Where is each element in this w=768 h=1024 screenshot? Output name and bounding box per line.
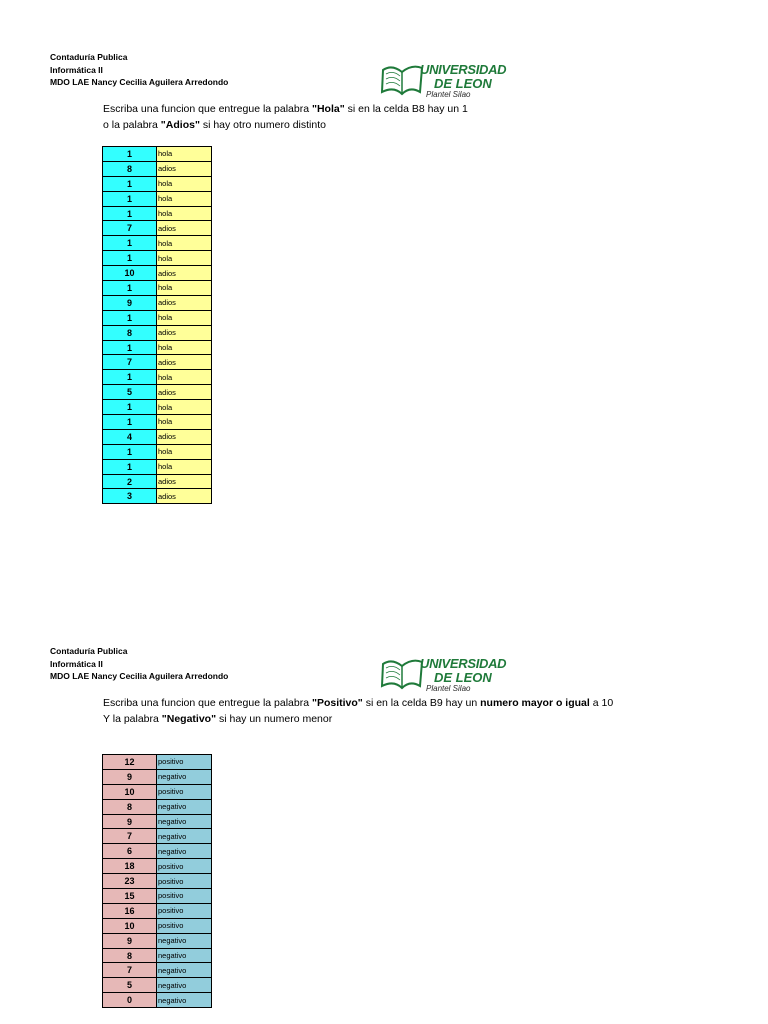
- number-cell[interactable]: 8: [103, 948, 157, 963]
- number-cell[interactable]: 1: [103, 206, 157, 221]
- result-cell[interactable]: hola: [157, 147, 212, 162]
- number-cell[interactable]: 1: [103, 147, 157, 162]
- number-cell[interactable]: 16: [103, 903, 157, 918]
- number-cell[interactable]: 18: [103, 859, 157, 874]
- result-cell[interactable]: hola: [157, 206, 212, 221]
- table-row: [103, 221, 212, 236]
- result-cell[interactable]: negativo: [157, 829, 212, 844]
- result-cell[interactable]: negativo: [157, 844, 212, 859]
- number-cell[interactable]: 15: [103, 889, 157, 904]
- number-cell[interactable]: 6: [103, 844, 157, 859]
- result-cell[interactable]: hola: [157, 340, 212, 355]
- result-cell[interactable]: adios: [157, 161, 212, 176]
- number-cell[interactable]: 4: [103, 429, 157, 444]
- result-cell[interactable]: hola: [157, 251, 212, 266]
- table-row: [103, 295, 212, 310]
- instruction-line-2: Y la palabra "Negativo" si hay un numero menor: [103, 713, 333, 725]
- table-row: [103, 948, 212, 963]
- spreadsheet-table-hola-adios: [102, 146, 212, 504]
- table-row: [103, 429, 212, 444]
- number-cell[interactable]: 1: [103, 444, 157, 459]
- table-row: [103, 161, 212, 176]
- number-cell[interactable]: 12: [103, 755, 157, 770]
- table-row: [103, 874, 212, 889]
- number-cell[interactable]: 9: [103, 933, 157, 948]
- number-cell[interactable]: 7: [103, 963, 157, 978]
- result-cell[interactable]: negativo: [157, 799, 212, 814]
- table-row: [103, 340, 212, 355]
- result-cell[interactable]: positivo: [157, 755, 212, 770]
- logo-line-1: UNIVERSIDAD: [420, 656, 507, 671]
- logo-line-3: Plantel Silao: [426, 684, 471, 693]
- teacher-name: MDO LAE Nancy Cecilia Aguilera Arredondo: [50, 77, 229, 87]
- university-logo: [380, 62, 507, 102]
- result-cell[interactable]: hola: [157, 400, 212, 415]
- number-cell[interactable]: 7: [103, 355, 157, 370]
- instruction-line-1: Escriba una funcion que entregue la palabra "Positivo" si en la celda B9 hay un numero mayor o igual a 10: [103, 697, 614, 709]
- result-cell[interactable]: adios: [157, 221, 212, 236]
- result-cell[interactable]: hola: [157, 176, 212, 191]
- result-cell[interactable]: negativo: [157, 769, 212, 784]
- number-cell[interactable]: 10: [103, 918, 157, 933]
- result-cell[interactable]: positivo: [157, 918, 212, 933]
- table-row: [103, 206, 212, 221]
- table-row: [103, 310, 212, 325]
- result-cell[interactable]: hola: [157, 370, 212, 385]
- number-cell[interactable]: 1: [103, 370, 157, 385]
- number-cell[interactable]: 1: [103, 340, 157, 355]
- table-row: [103, 415, 212, 430]
- number-cell[interactable]: 7: [103, 221, 157, 236]
- table-row: [103, 325, 212, 340]
- number-cell[interactable]: 9: [103, 295, 157, 310]
- logo-line-2: DE LEON: [434, 670, 492, 685]
- number-cell[interactable]: 0: [103, 993, 157, 1008]
- table-row: [103, 489, 212, 504]
- number-cell[interactable]: 5: [103, 385, 157, 400]
- course-name: Contaduría Publica: [50, 646, 128, 656]
- logo-line-1: UNIVERSIDAD: [420, 62, 507, 77]
- table-row: [103, 859, 212, 874]
- result-cell[interactable]: hola: [157, 444, 212, 459]
- result-cell[interactable]: adios: [157, 474, 212, 489]
- number-cell[interactable]: 1: [103, 310, 157, 325]
- result-cell[interactable]: adios: [157, 355, 212, 370]
- table-row: [103, 370, 212, 385]
- result-cell[interactable]: negativo: [157, 933, 212, 948]
- table-row: [103, 889, 212, 904]
- number-cell[interactable]: 8: [103, 325, 157, 340]
- logo-line-3: Plantel Silao: [426, 90, 471, 99]
- number-cell[interactable]: 1: [103, 236, 157, 251]
- result-cell[interactable]: adios: [157, 266, 212, 281]
- table-row: [103, 459, 212, 474]
- result-cell[interactable]: negativo: [157, 814, 212, 829]
- table-row: [103, 281, 212, 296]
- table-row: [103, 474, 212, 489]
- number-cell[interactable]: 1: [103, 176, 157, 191]
- result-cell[interactable]: positivo: [157, 859, 212, 874]
- number-cell[interactable]: 9: [103, 814, 157, 829]
- header-block: [50, 645, 228, 683]
- table-row: [103, 799, 212, 814]
- result-cell[interactable]: positivo: [157, 889, 212, 904]
- result-cell[interactable]: negativo: [157, 993, 212, 1008]
- table-row: [103, 444, 212, 459]
- table-row: [103, 385, 212, 400]
- table-row: [103, 784, 212, 799]
- instruction-line-1: Escriba una funcion que entregue la palabra "Hola" si en la celda B8 hay un 1: [103, 103, 468, 115]
- result-cell[interactable]: adios: [157, 325, 212, 340]
- table-row: [103, 844, 212, 859]
- table-row: [103, 147, 212, 162]
- result-cell[interactable]: positivo: [157, 874, 212, 889]
- table-row: [103, 355, 212, 370]
- result-cell[interactable]: hola: [157, 191, 212, 206]
- table-row: [103, 176, 212, 191]
- result-cell[interactable]: adios: [157, 295, 212, 310]
- result-cell[interactable]: negativo: [157, 978, 212, 993]
- result-cell[interactable]: adios: [157, 429, 212, 444]
- number-cell[interactable]: 3: [103, 489, 157, 504]
- result-cell[interactable]: positivo: [157, 784, 212, 799]
- number-cell[interactable]: 23: [103, 874, 157, 889]
- logo-line-2: DE LEON: [434, 76, 492, 91]
- number-cell[interactable]: 8: [103, 799, 157, 814]
- instruction-text: [103, 101, 468, 133]
- table-row: [103, 755, 212, 770]
- number-cell[interactable]: 7: [103, 829, 157, 844]
- number-cell[interactable]: 2: [103, 474, 157, 489]
- result-cell[interactable]: adios: [157, 489, 212, 504]
- header-block: [50, 51, 228, 89]
- spreadsheet-table-positivo-negativo: [102, 754, 212, 1008]
- number-cell[interactable]: 10: [103, 784, 157, 799]
- number-cell[interactable]: 5: [103, 978, 157, 993]
- teacher-name: MDO LAE Nancy Cecilia Aguilera Arredondo: [50, 671, 229, 681]
- number-cell[interactable]: 1: [103, 281, 157, 296]
- table-row: [103, 918, 212, 933]
- table-row: [103, 814, 212, 829]
- subject-name: Informática II: [50, 64, 103, 75]
- table-row: [103, 251, 212, 266]
- number-cell[interactable]: 1: [103, 400, 157, 415]
- number-cell[interactable]: 1: [103, 191, 157, 206]
- table-row: [103, 933, 212, 948]
- table-row: [103, 769, 212, 784]
- result-cell[interactable]: negativo: [157, 948, 212, 963]
- number-cell[interactable]: 1: [103, 459, 157, 474]
- table-row: [103, 400, 212, 415]
- number-cell[interactable]: 8: [103, 161, 157, 176]
- result-cell[interactable]: hola: [157, 415, 212, 430]
- result-cell[interactable]: hola: [157, 459, 212, 474]
- table-row: [103, 978, 212, 993]
- result-cell[interactable]: adios: [157, 385, 212, 400]
- table-row: [103, 903, 212, 918]
- table-row: [103, 236, 212, 251]
- number-cell[interactable]: 10: [103, 266, 157, 281]
- subject-name: Informática II: [50, 658, 103, 669]
- result-cell[interactable]: negativo: [157, 963, 212, 978]
- table-row: [103, 963, 212, 978]
- result-cell[interactable]: positivo: [157, 903, 212, 918]
- table-row: [103, 266, 212, 281]
- result-cell[interactable]: hola: [157, 236, 212, 251]
- table-row: [103, 993, 212, 1008]
- table-row: [103, 191, 212, 206]
- instruction-text: [103, 695, 613, 727]
- number-cell[interactable]: 1: [103, 415, 157, 430]
- course-name: Contaduría Publica: [50, 52, 128, 62]
- result-cell[interactable]: hola: [157, 281, 212, 296]
- table-row: [103, 829, 212, 844]
- number-cell[interactable]: 1: [103, 251, 157, 266]
- result-cell[interactable]: hola: [157, 310, 212, 325]
- number-cell[interactable]: 9: [103, 769, 157, 784]
- university-logo: [380, 656, 507, 696]
- instruction-line-2: o la palabra "Adios" si hay otro numero distinto: [103, 119, 326, 131]
